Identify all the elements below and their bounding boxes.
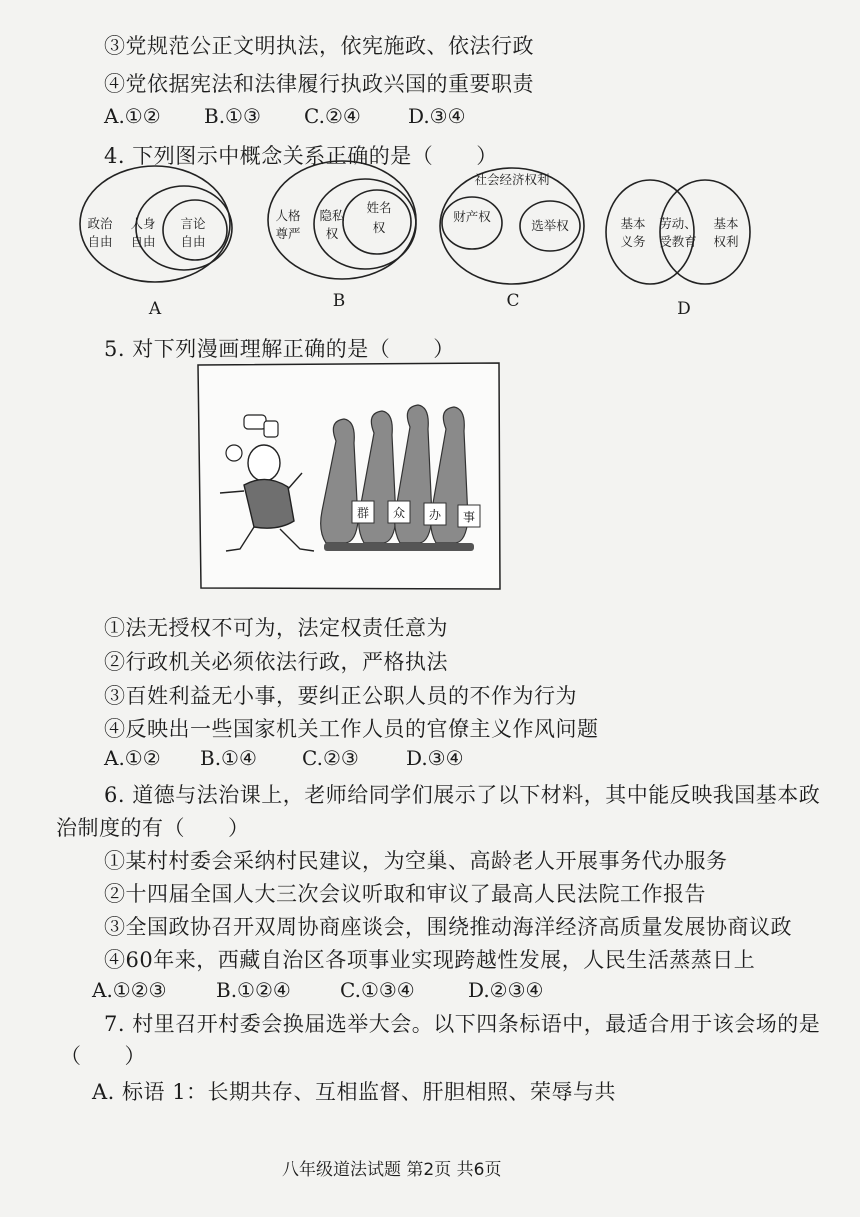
q4-question: 4. 下列图示中概念关系正确的是（ ） [104,144,498,168]
d-right-line1: 基本 [713,216,739,231]
crowd-feet [324,543,474,551]
q5-item-1: ①法无授权不可为，法定权责任意为 [104,616,448,640]
q7-question-line-2: （ ） [60,1044,146,1068]
diagram-d[interactable] [606,180,750,284]
q5-option-d[interactable]: D.③④ [406,746,464,770]
diagram-d-label: D [677,299,691,319]
b-outer-line2: 尊严 [275,226,301,241]
q6-options [92,978,543,1002]
q4-diagrams [72,158,772,323]
b-inner-line1: 姓名 [366,200,392,215]
diagram-d-right-circle [660,180,750,284]
q5-item-2: ②行政机关必须依法行政，严格执法 [104,650,448,674]
q5-options [104,746,464,770]
b-outer-line1: 人格 [275,208,301,223]
q5-option-a[interactable]: A.①② [104,746,161,770]
d-middle-line2: 受教育 [659,234,697,249]
a-middle-line2: 自由 [130,234,156,249]
c-left-label: 财产权 [453,209,491,224]
q3-option-c[interactable]: C.②④ [304,104,361,128]
q6-question-line-2: 治制度的有（ ） [56,816,250,840]
d-left-line1: 基本 [620,216,646,231]
b-middle-line1: 隐私 [319,208,345,223]
q3-option-b[interactable]: B.①③ [204,104,261,128]
sign-1: 群 [356,506,370,520]
sign-4: 事 [462,510,476,524]
a-inner-line1: 言论 [180,216,206,231]
a-outer-line2: 自由 [87,234,113,249]
q5-question: 5. 对下列漫画理解正确的是（ ） [104,337,455,361]
c-right-label: 选举权 [531,218,569,233]
d-right-line2: 权利 [713,234,739,249]
c-outer-label: 社会经济权利 [474,172,550,187]
q7-question-line-1: 7. 村里召开村委会换届选举大会。以下四条标语中，最适合用于该会场的是 [104,1012,821,1036]
q3-option-a[interactable]: A.①② [104,104,161,128]
q6-option-c[interactable]: C.①③④ [340,978,415,1002]
q6-option-b[interactable]: B.①②④ [216,978,291,1002]
q6-option-d[interactable]: D.②③④ [468,978,544,1002]
d-left-line2: 义务 [620,234,646,249]
q7-option-a[interactable]: A. 标语 1：长期共存、互相监督、肝胆相照、荣辱与共 [92,1080,617,1104]
a-middle-line1: 人身 [130,216,156,231]
q5-cartoon [196,361,501,591]
sign-2: 众 [392,506,406,520]
q3-item-3: ③党规范公正文明执法，依宪施政、依法行政 [104,34,534,58]
diagram-c-label: C [506,291,520,311]
q6-question-line-1: 6. 道德与法治课上，老师给同学们展示了以下材料，其中能反映我国基本政 [104,783,821,807]
b-inner-line2: 权 [372,220,386,235]
q3-options [104,104,466,128]
page-footer: 八年级道法试题 第2页 共6页 [282,1160,502,1180]
b-middle-line2: 权 [325,226,339,241]
q5-option-c[interactable]: C.②③ [302,746,359,770]
diagram-d-left-circle [606,180,694,284]
sign-3: 办 [428,508,442,522]
a-outer-line1: 政治 [87,216,113,231]
q3-option-d[interactable]: D.③④ [408,104,466,128]
diagram-a-label: A [148,299,162,319]
q6-item-2: ②十四届全国人大三次会议听取和审议了最高人民法院工作报告 [104,882,706,906]
q6-option-a[interactable]: A.①②③ [92,978,167,1002]
q5-item-3: ③百姓利益无小事，要纠正公职人员的不作为行为 [104,684,577,708]
diagram-b-label: B [332,291,346,311]
a-inner-line2: 自由 [180,234,206,249]
q5-item-4: ④反映出一些国家机关工作人员的官僚主义作风问题 [104,717,599,741]
q6-item-4: ④60年来，西藏自治区各项事业实现跨越性发展，人民生活蒸蒸日上 [104,948,756,972]
d-middle-line1: 劳动、 [659,216,697,231]
q3-item-4: ④党依据宪法和法律履行执政兴国的重要职责 [104,72,534,96]
q6-item-3: ③全国政协召开双周协商座谈会，围绕推动海洋经济高质量发展协商议政 [104,915,792,939]
q5-option-b[interactable]: B.①④ [200,746,257,770]
q6-item-1: ①某村村委会采纳村民建议，为空巢、高龄老人开展事务代办服务 [104,849,728,873]
